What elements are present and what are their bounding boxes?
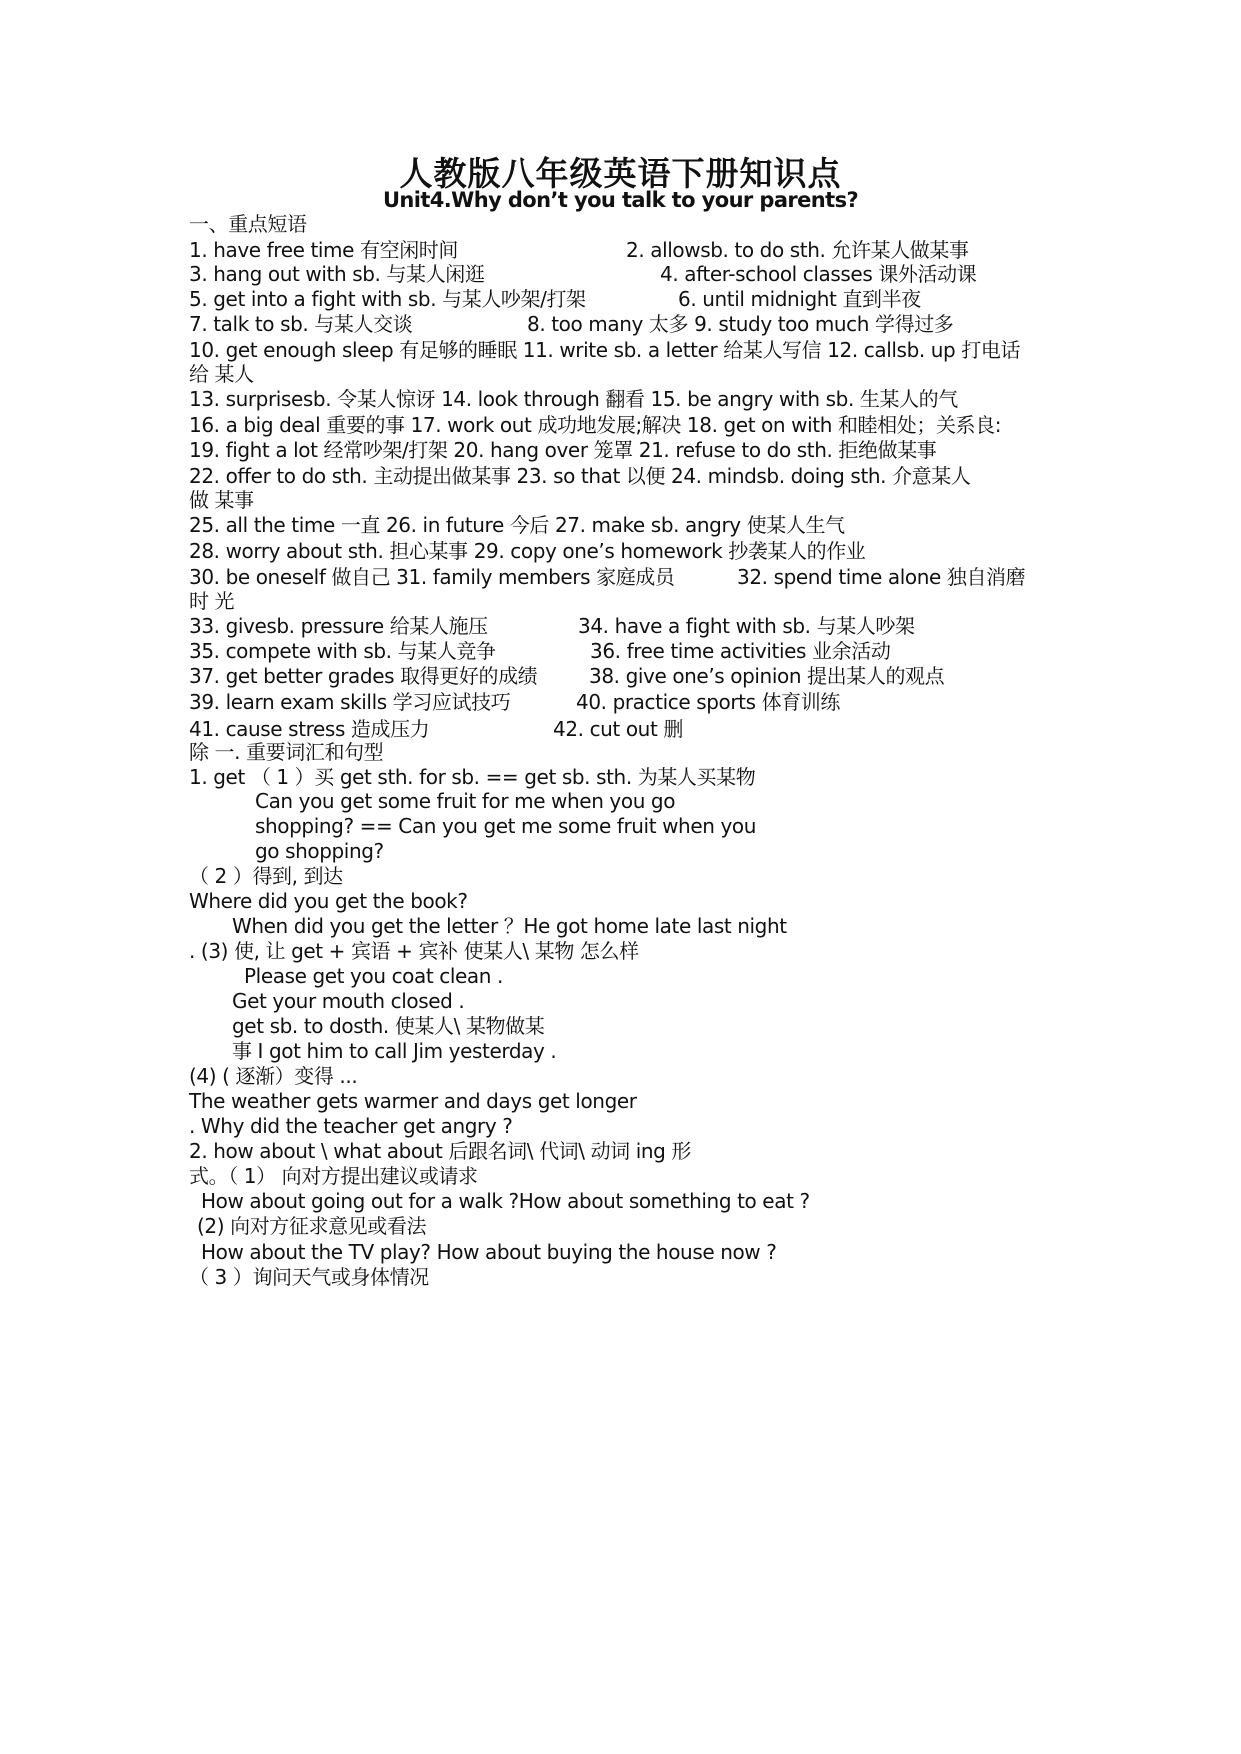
grammar-line: (4) ( 逐渐）变得 ...: [189, 1064, 358, 1088]
phrase-line: 34. have a fight with sb. 与某人吵架: [578, 614, 915, 638]
example-sentence: Please get you coat clean .: [244, 964, 503, 988]
phrase-line: 30. be oneself 做自己 31. family members 家庭成员: [189, 565, 675, 589]
phrase-line: 13. surprisesb. 令某人惊讶 14. look through 翻看 15. be angry with sb. 生某人的气: [189, 387, 958, 411]
phrase-line: 1. have free time 有空闲时间: [189, 238, 459, 262]
grammar-line: 1. get （ 1 ）买 get sth. for sb. == get sb. sth. 为某人买某物: [189, 765, 756, 789]
phrase-line: 33. givesb. pressure 给某人施压: [189, 614, 488, 638]
phrase-line: 22. offer to do sth. 主动提出做某事 23. so that 以便 24. mindsb. doing sth. 介意某人: [189, 464, 971, 488]
phrase-line: 42. cut out 删: [553, 717, 683, 741]
phrase-line: 32. spend time alone 独自消磨: [737, 565, 1026, 589]
example-sentence: Get your mouth closed .: [232, 989, 465, 1013]
example-sentence: The weather gets warmer and days get longer: [189, 1089, 637, 1113]
example-sentence: shopping? == Can you get me some fruit when you: [255, 814, 757, 838]
phrase-line: 做 某事: [189, 488, 254, 512]
section-heading: 一、重点短语: [189, 212, 307, 236]
phrase-line: 39. learn exam skills 学习应试技巧: [189, 690, 511, 714]
phrase-line: 时 光: [189, 589, 235, 613]
phrase-line: 2. allowsb. to do sth. 允许某人做某事: [626, 238, 969, 262]
phrase-line: 6. until midnight 直到半夜: [678, 287, 921, 311]
example-sentence: 事 I got him to call Jim yesterday .: [232, 1039, 557, 1063]
grammar-line: (2) 向对方征求意见或看法: [197, 1214, 427, 1238]
example-sentence: Can you get some fruit for me when you go: [255, 789, 676, 813]
phrase-line: 4. after-school classes 课外活动课: [660, 262, 977, 286]
page-title: 人教版八年级英语下册知识点: [399, 154, 842, 193]
phrase-line: 10. get enough sleep 有足够的睡眠 11. write sb. a letter 给某人写信 12. callsb. up 打电话: [189, 338, 1021, 362]
phrase-line: 41. cause stress 造成压力: [189, 717, 430, 741]
example-sentence: When did you get the letter ？He got home late last night: [232, 914, 787, 938]
grammar-line: . (3) 使, 让 get + 宾语 + 宾补 使某人\ 某物 怎么样: [189, 939, 639, 963]
example-sentence: . Why did the teacher get angry ?: [189, 1114, 513, 1138]
phrase-line: 37. get better grades 取得更好的成绩: [189, 664, 538, 688]
phrase-line: 5. get into a fight with sb. 与某人吵架/打架: [189, 287, 586, 311]
grammar-line: （ 2 ）得到, 到达: [189, 864, 343, 888]
phrase-line: 40. practice sports 体育训练: [576, 690, 840, 714]
phrase-line: 16. a big deal 重要的事 17. work out 成功地发展;解决 18. get on with 和睦相处；关系良:: [189, 413, 1002, 437]
example-sentence: Where did you get the book?: [189, 889, 468, 913]
phrase-line: 给 某人: [189, 362, 254, 386]
example-sentence: How about going out for a walk ?How about something to eat ?: [201, 1189, 810, 1213]
grammar-line: （ 3 ）询问天气或身体情况: [189, 1265, 429, 1289]
grammar-line: get sb. to dosth. 使某人\ 某物做某: [232, 1014, 545, 1038]
phrase-line: 35. compete with sb. 与某人竞争: [189, 639, 496, 663]
phrase-line: 3. hang out with sb. 与某人闲逛: [189, 262, 485, 286]
phrase-line: 36. free time activities 业余活动: [590, 639, 891, 663]
phrase-line: 25. all the time 一直 26. in future 今后 27. make sb. angry 使某人生气: [189, 513, 845, 537]
grammar-line: 式。（ 1） 向对方提出建议或请求: [189, 1164, 478, 1188]
phrase-line: 19. fight a lot 经常吵架/打架 20. hang over 笼罩 21. refuse to do sth. 拒绝做某事: [189, 438, 937, 462]
phrase-line: 7. talk to sb. 与某人交谈: [189, 312, 413, 336]
example-sentence: How about the TV play? How about buying the house now ?: [201, 1240, 777, 1264]
page-subtitle: Unit4.Why don’t you talk to your parents?: [382, 188, 859, 212]
example-sentence: go shopping?: [255, 839, 384, 863]
phrase-line: 38. give one’s opinion 提出某人的观点: [589, 664, 945, 688]
grammar-line: 2. how about \ what about 后跟名词\ 代词\ 动词 ing 形: [189, 1139, 692, 1163]
phrase-line: 28. worry about sth. 担心某事 29. copy one’s homework 抄袭某人的作业: [189, 539, 866, 563]
phrase-line: 8. too many 太多 9. study too much 学得过多: [527, 312, 954, 336]
section-heading: 除 一. 重要词汇和句型: [189, 740, 384, 764]
